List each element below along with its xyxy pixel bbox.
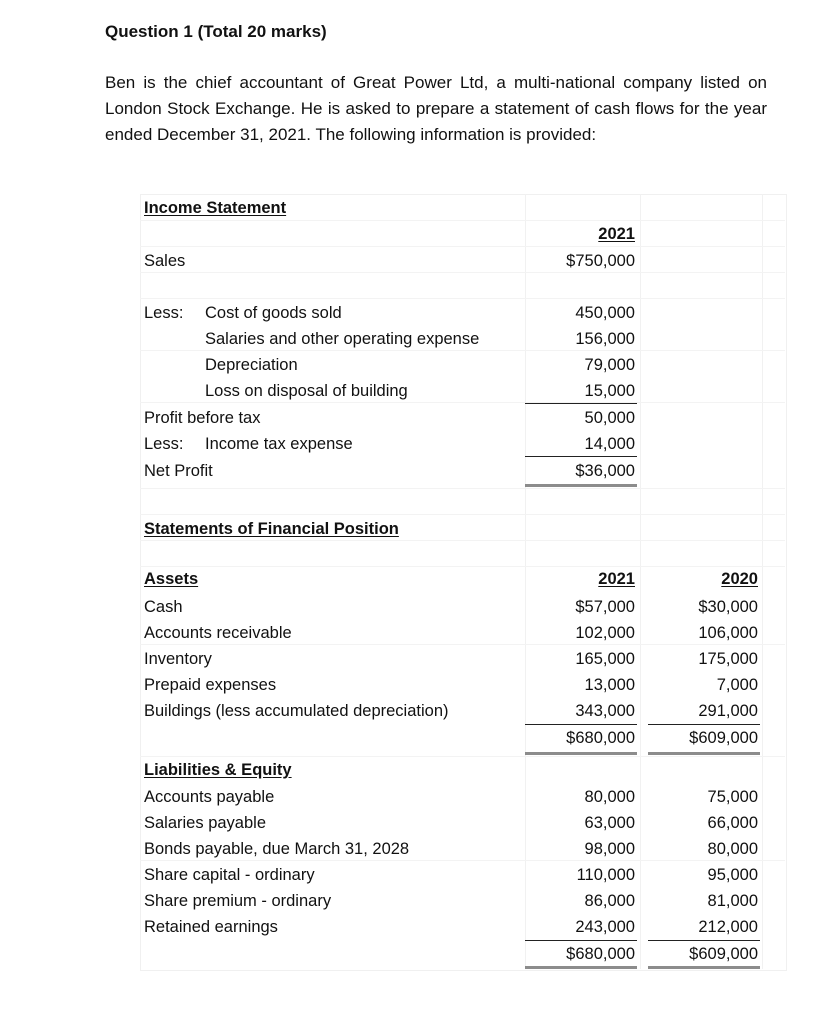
financial-position-heading: Statements of Financial Position [144, 520, 399, 538]
grid-line [140, 220, 785, 221]
liability-value-2021: 98,000 [584, 840, 635, 858]
grid-line [762, 194, 763, 969]
total-rule [525, 966, 637, 969]
grid-line [140, 756, 785, 757]
subtotal-rule [525, 940, 637, 941]
net-profit-value: $36,000 [575, 462, 635, 480]
total-rule [648, 752, 760, 755]
profit-before-tax-label: Profit before tax [144, 409, 261, 427]
expense-label: Depreciation [205, 356, 298, 374]
year-header: 2020 [721, 570, 758, 588]
grid-line [140, 860, 785, 861]
subtotal-rule [648, 724, 760, 725]
grid-line [640, 194, 641, 969]
asset-value-2020: 291,000 [698, 702, 758, 720]
total-rule [525, 484, 637, 487]
asset-value-2021: 102,000 [575, 624, 635, 642]
assets-total-2021: $680,000 [566, 729, 635, 747]
grid-line [140, 566, 785, 567]
subtotal-rule [525, 456, 637, 457]
asset-value-2020: 7,000 [716, 676, 758, 694]
expense-label: Salaries and other operating expense [205, 330, 480, 348]
liability-value-2020: 95,000 [707, 866, 758, 884]
grid-line [140, 402, 785, 403]
asset-label: Prepaid expenses [144, 676, 277, 694]
expense-value: 15,000 [584, 382, 635, 400]
liability-label: Retained earnings [144, 918, 278, 936]
tax-label: Income tax expense [205, 435, 353, 453]
liability-value-2020: 212,000 [698, 918, 758, 936]
liabilities-heading: Liabilities & Equity [144, 761, 292, 779]
sales-value: $750,000 [566, 252, 635, 270]
liability-value-2021: 86,000 [584, 892, 635, 910]
asset-label: Cash [144, 598, 183, 616]
liability-label: Accounts payable [144, 788, 275, 806]
expense-label: Cost of goods sold [205, 304, 342, 322]
profit-before-tax-value: 50,000 [584, 409, 635, 427]
liability-label: Share capital - ordinary [144, 866, 315, 884]
question-title: Question 1 (Total 20 marks) [105, 22, 327, 41]
grid-line [140, 246, 785, 247]
subtotal-rule [648, 940, 760, 941]
expense-value: 79,000 [584, 356, 635, 374]
liability-value-2021: 63,000 [584, 814, 635, 832]
assets-heading: Assets [144, 570, 199, 588]
expense-label: Loss on disposal of building [205, 382, 408, 400]
grid-line [140, 350, 785, 351]
less-label: Less: [144, 304, 184, 322]
asset-value-2021: 13,000 [584, 676, 635, 694]
tax-value: 14,000 [584, 435, 635, 453]
expense-value: 450,000 [575, 304, 635, 322]
income-statement-heading: Income Statement [144, 199, 287, 217]
liability-value-2020: 80,000 [707, 840, 758, 858]
liability-value-2020: 66,000 [707, 814, 758, 832]
asset-value-2021: 165,000 [575, 650, 635, 668]
liability-value-2021: 110,000 [576, 866, 635, 884]
grid-line [140, 488, 785, 489]
liabilities-total-2020: $609,000 [689, 945, 758, 963]
year-header: 2021 [598, 570, 635, 588]
grid-line [140, 514, 785, 515]
grid-line [140, 272, 785, 273]
liability-value-2020: 81,000 [707, 892, 758, 910]
asset-label: Inventory [144, 650, 212, 668]
question-intro: Ben is the chief accountant of Great Power Ltd, a multi-national company listed on London Stock Exchange. He is asked to prepare a statement of cash flows for the year ended December 31, 2021. The following information is provided: [105, 73, 767, 144]
asset-value-2021: $57,000 [575, 598, 635, 616]
asset-label: Buildings (less accumulated depreciation) [144, 702, 449, 720]
subtotal-rule [525, 403, 637, 404]
year-header: 2021 [598, 225, 635, 243]
total-rule [648, 966, 760, 969]
liabilities-total-2021: $680,000 [566, 945, 635, 963]
liability-value-2020: 75,000 [707, 788, 758, 806]
grid-line [140, 644, 785, 645]
asset-value-2020: $30,000 [698, 598, 758, 616]
grid-line [140, 298, 785, 299]
asset-label: Accounts receivable [144, 624, 292, 642]
liability-label: Bonds payable, due March 31, 2028 [144, 840, 410, 858]
expense-value: 156,000 [575, 330, 635, 348]
less-label: Less: [144, 435, 184, 453]
total-rule [525, 752, 637, 755]
sales-label: Sales [144, 252, 186, 270]
assets-total-2020: $609,000 [689, 729, 758, 747]
grid-line [140, 540, 785, 541]
liability-label: Salaries payable [144, 814, 266, 832]
net-profit-label: Net Profit [144, 462, 213, 480]
asset-value-2021: 343,000 [575, 702, 635, 720]
asset-value-2020: 106,000 [698, 624, 758, 642]
asset-value-2020: 175,000 [698, 650, 758, 668]
liability-label: Share premium - ordinary [144, 892, 332, 910]
subtotal-rule [525, 724, 637, 725]
liability-value-2021: 80,000 [584, 788, 635, 806]
liability-value-2021: 243,000 [575, 918, 635, 936]
